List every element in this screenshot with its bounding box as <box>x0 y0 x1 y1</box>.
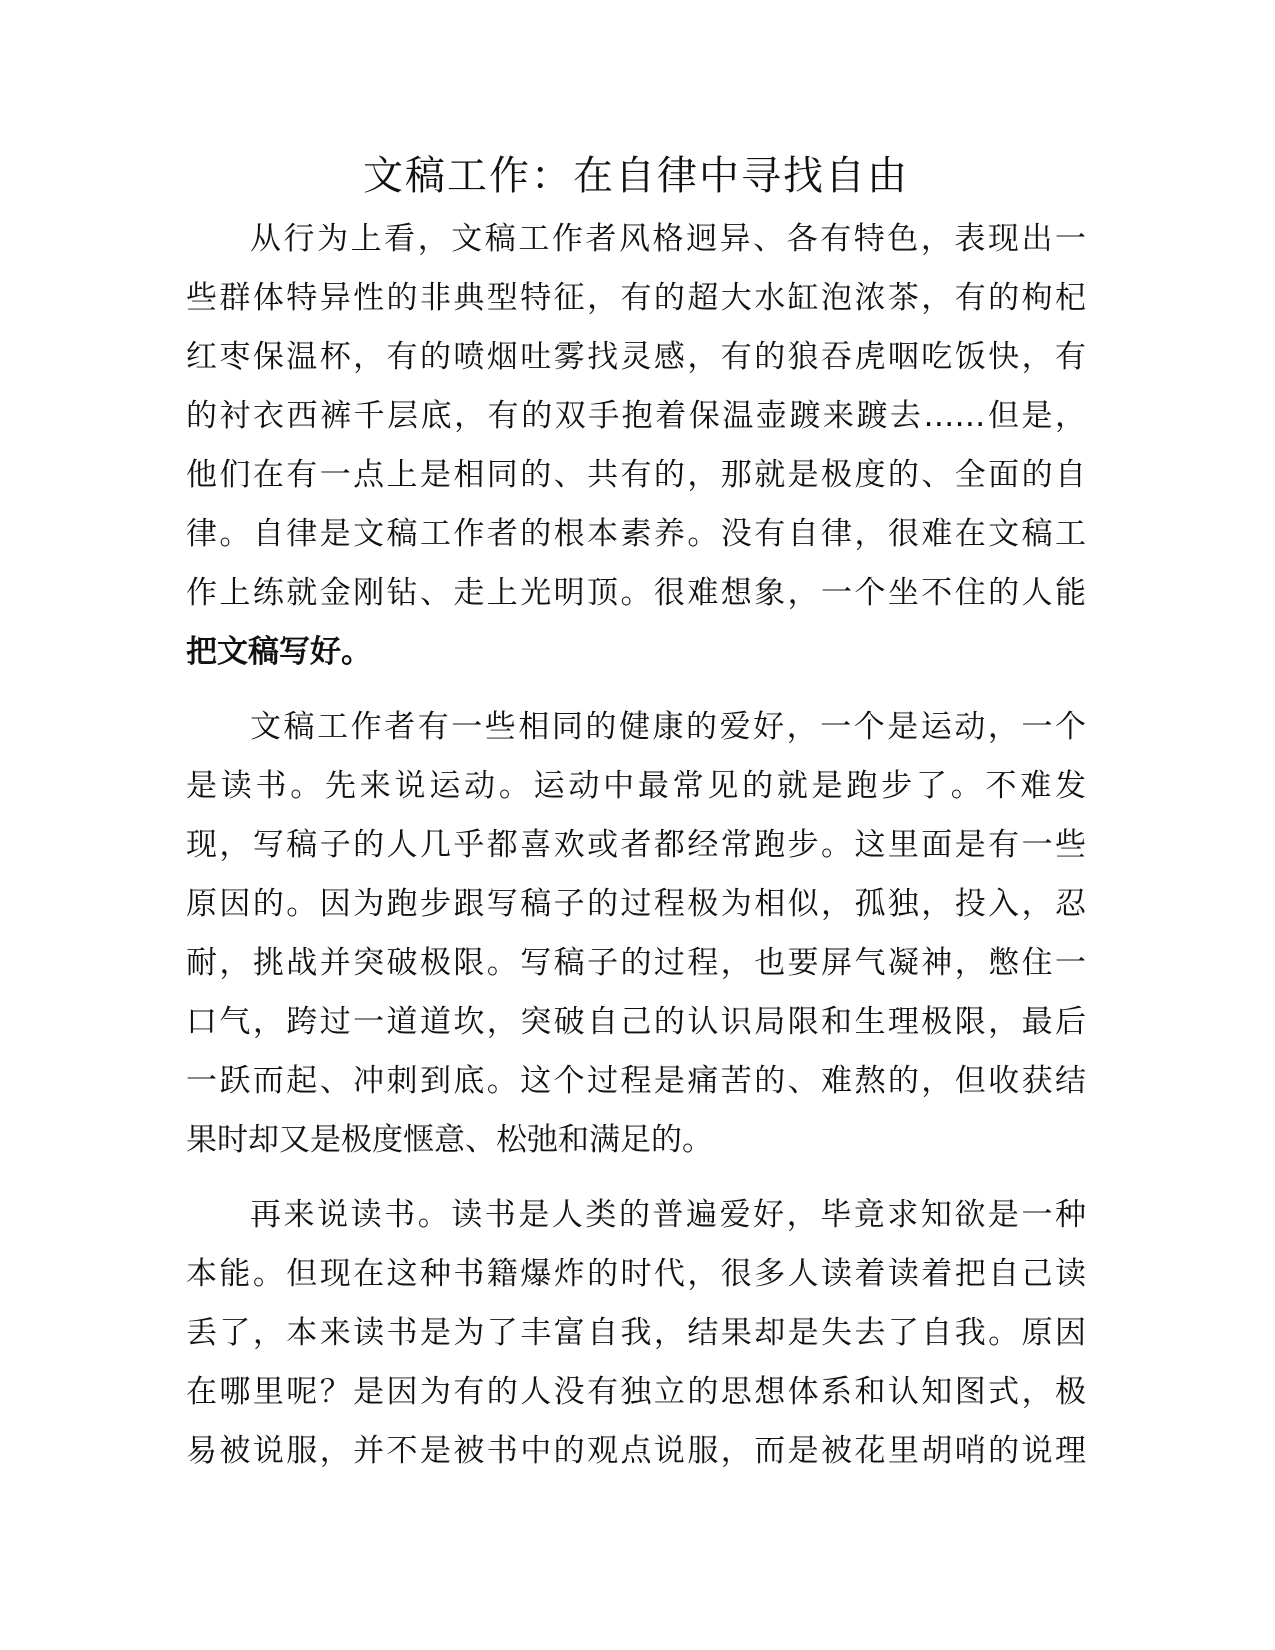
paragraph-line: 把文稿写好。 <box>186 634 372 670</box>
paragraph-line: 在哪里呢？是因为有的人没有独立的思想体系和认知图式，极 <box>186 1374 1086 1410</box>
paragraph-1 <box>186 210 1086 682</box>
paragraph-line: 他们在有一点上是相同的、共有的，那就是极度的、全面的自 <box>186 457 1086 493</box>
paragraph-line: 本能。但现在这种书籍爆炸的时代，很多人读着读着把自己读 <box>186 1256 1086 1292</box>
paragraph-line: 从行为上看，文稿工作者风格迥异、各有特色，表现出一 <box>250 221 1086 257</box>
document-title: 文稿工作：在自律中寻找自由 <box>363 153 909 199</box>
paragraph-2 <box>186 698 1086 1170</box>
paragraph-line: 现，写稿子的人几乎都喜欢或者都经常跑步。这里面是有一些 <box>186 827 1086 863</box>
paragraph-line: 律。自律是文稿工作者的根本素养。没有自律，很难在文稿工 <box>186 516 1086 552</box>
paragraph-line: 再来说读书。读书是人类的普遍爱好，毕竟求知欲是一种 <box>250 1197 1086 1233</box>
paragraph-line: 口气，跨过一道道坎，突破自己的认识局限和生理极限，最后 <box>186 1004 1086 1040</box>
paragraph-line: 一跃而起、冲刺到底。这个过程是痛苦的、难熬的，但收获结 <box>186 1063 1086 1099</box>
paragraph-line: 原因的。因为跑步跟写稿子的过程极为相似，孤独，投入，忍 <box>186 886 1086 922</box>
paragraph-line: 是读书。先来说运动。运动中最常见的就是跑步了。不难发 <box>186 768 1086 804</box>
paragraph-line: 丢了，本来读书是为了丰富自我，结果却是失去了自我。原因 <box>186 1315 1086 1351</box>
paragraph-3 <box>186 1186 1086 1481</box>
paragraph-line: 易被说服，并不是被书中的观点说服，而是被花里胡哨的说理 <box>186 1433 1086 1469</box>
paragraph-line: 文稿工作者有一些相同的健康的爱好，一个是运动，一个 <box>250 709 1086 745</box>
paragraph-line: 的衬衣西裤千层底，有的双手抱着保温壶踱来踱去……但是， <box>186 398 1086 434</box>
paragraph-line: 红枣保温杯，有的喷烟吐雾找灵感，有的狼吞虎咽吃饭快，有 <box>186 339 1086 375</box>
paragraph-line: 果时却又是极度惬意、松弛和满足的。 <box>186 1122 713 1158</box>
paragraph-line: 耐，挑战并突破极限。写稿子的过程，也要屏气凝神，憋住一 <box>186 945 1086 981</box>
paragraph-line: 作上练就金刚钻、走上光明顶。很难想象，一个坐不住的人能 <box>186 575 1086 611</box>
paragraph-line: 些群体特异性的非典型特征，有的超大水缸泡浓茶，有的枸杞 <box>186 280 1086 316</box>
document-page <box>186 148 1086 1497</box>
